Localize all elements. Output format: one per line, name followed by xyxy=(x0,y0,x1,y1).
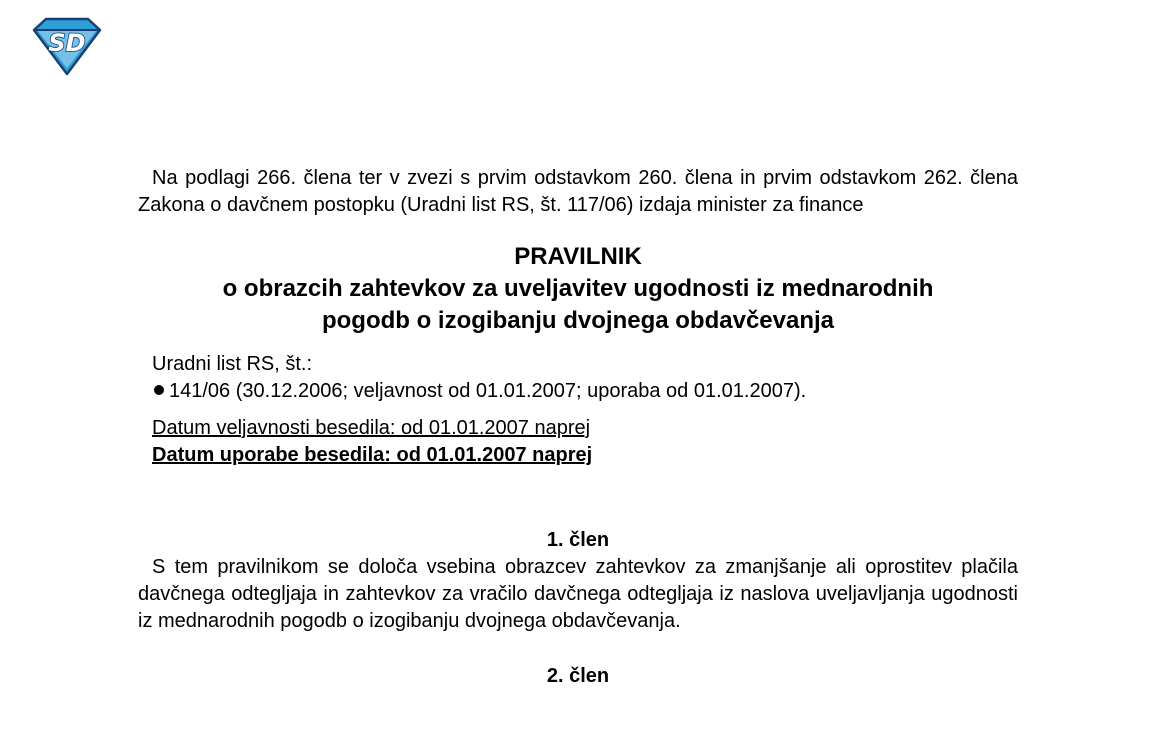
validity-date: Datum veljavnosti besedila: od 01.01.2007 naprej xyxy=(152,417,591,439)
regulation-title-line-1: o obrazcih zahtevkov za uveljavitev ugodnosti iz mednarodnih xyxy=(222,275,934,302)
article-1-text: S tem pravilnikom se določa vsebina obrazcev zahtevkov za zmanjšanje ali oprostitev plačila davčnega odtegljaja in zahtevkov za vračilo davčnega odtegljaja iz naslova uveljavljanja ugodnosti iz mednarodnih pogodb o izogibanju dvojnega obdavčevanja. xyxy=(138,556,1018,632)
regulation-heading: PRAVILNIK xyxy=(514,243,642,270)
gazette-info xyxy=(152,351,1018,405)
sd-logo xyxy=(30,16,104,78)
document-body xyxy=(138,165,1018,690)
logo-letters: SD xyxy=(48,29,86,57)
text-dates xyxy=(152,415,1018,469)
gazette-label: Uradni list RS, št.: xyxy=(152,353,313,375)
gazette-entry xyxy=(152,378,1018,405)
regulation-title-line-2: pogodb o izogibanju dvojnega obdavčevanja xyxy=(321,307,835,334)
gazette-entry-text: 141/06 (30.12.2006; veljavnost od 01.01.2007; uporaba od 01.01.2007). xyxy=(169,380,807,402)
intro-paragraph: Na podlagi 266. člena ter v zvezi s prvim odstavkom 260. člena in prvim odstavkom 262. člena Zakona o davčnem postopku (Uradni list RS, št. 117/06) izdaja minister za finance xyxy=(138,167,1018,216)
article-1-heading: 1. člen xyxy=(546,529,610,551)
application-date: Datum uporabe besedila: od 01.01.2007 naprej xyxy=(152,444,593,466)
bullet-icon xyxy=(154,385,164,395)
article-2-heading: 2. člen xyxy=(546,665,610,687)
